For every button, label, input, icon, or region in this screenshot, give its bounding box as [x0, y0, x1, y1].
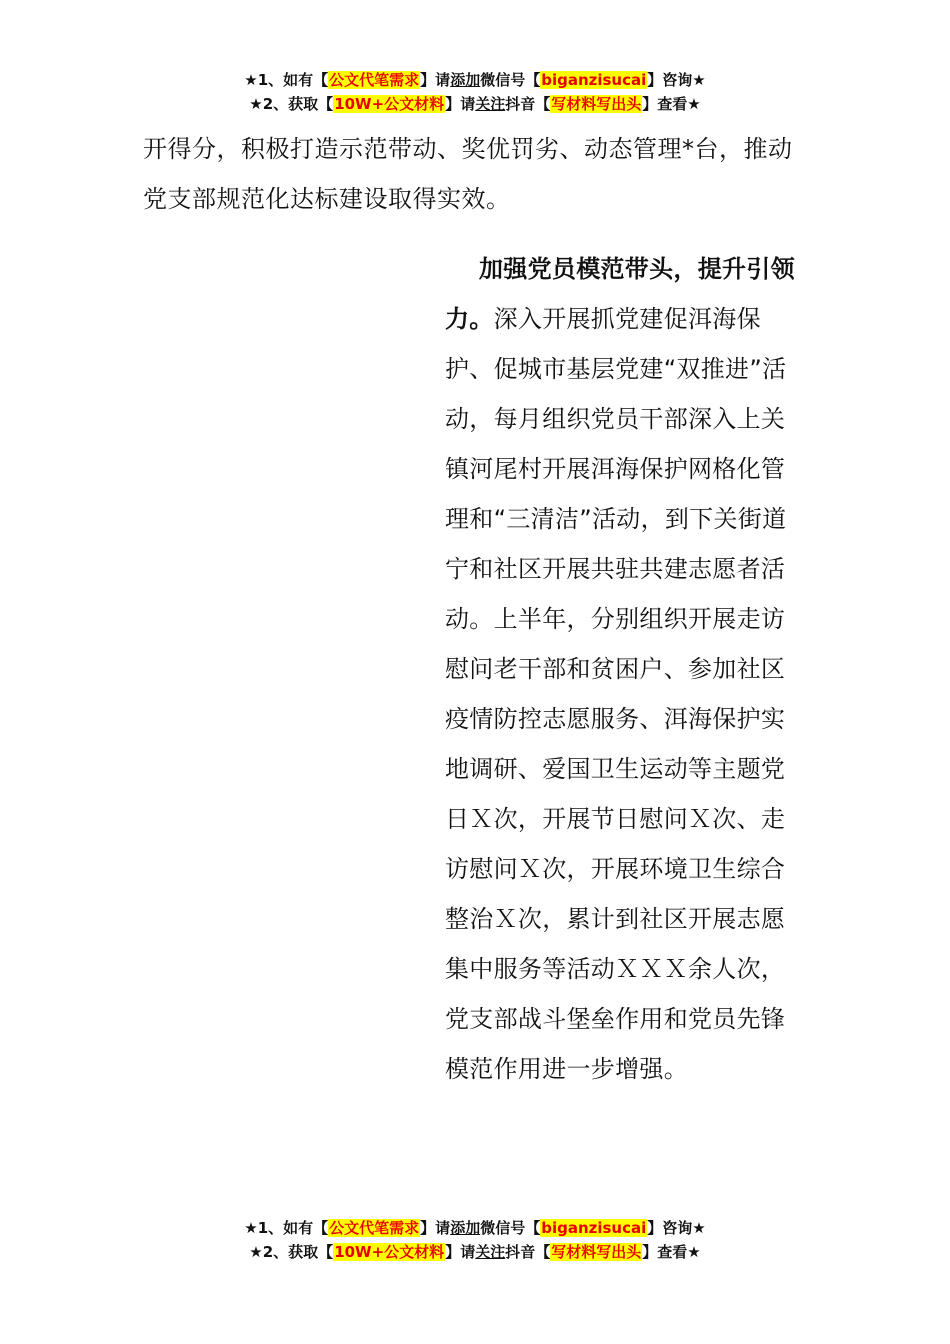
banner-line-1: ★1、如有【公文代笔需求】请添加微信号【biganzisucai】咨询★: [244, 71, 706, 89]
header-banner: [0, 68, 950, 116]
intro-paragraph: 开得分，积极打造示范带动、奖优罚劣、动态管理*台，推动党支部规范化达标建设取得实效。: [143, 135, 793, 213]
section-heading: 加强党员模范带头，提升引领力。: [445, 255, 795, 333]
banner-highlight-douyin: 写材料写出头: [551, 95, 642, 113]
footer-banner-line-1: ★1、如有【公文代笔需求】请添加微信号【biganzisucai】咨询★: [244, 1219, 706, 1237]
footer-highlight-materials: 10W+公文材料: [334, 1243, 445, 1261]
footer-highlight-douyin: 写材料写出头: [551, 1243, 642, 1261]
footer-highlight-service: 公文代笔需求: [329, 1219, 420, 1237]
banner-highlight-service: 公文代笔需求: [329, 71, 420, 89]
section-body: 深入开展抓党建促洱海保护、促城市基层党建“双推进”活动，每月组织党员干部深入上关镇河尾村开展洱海保护网格化管理和“三清洁”活动，到下关街道宁和社区开展共驻共建志愿者活动。上半年，分别组织开展走访慰问老干部和贫困户、参加社区疫情防控志愿服务、洱海保护实地调研、爱国卫生运动等主题党日Ｘ次，开展节日慰问Ｘ次、走访慰问Ｘ次，开展环境卫生综合整治Ｘ次，累计到社区开展志愿集中服务等活动ＸＸＸ余人次，党支部战斗堡垒作用和党员先锋模范作用进一步增强。: [445, 305, 787, 1083]
footer-highlight-wechat-id: biganzisucai: [541, 1219, 647, 1237]
banner-highlight-wechat-id: biganzisucai: [541, 71, 647, 89]
footer-banner: [0, 1216, 950, 1264]
banner-highlight-materials: 10W+公文材料: [334, 95, 445, 113]
section-paragraph: [445, 244, 807, 1094]
footer-banner-line-2: ★2、获取【10W+公文材料】请关注抖音【写材料写出头】查看★: [249, 1243, 701, 1261]
banner-line-2: ★2、获取【10W+公文材料】请关注抖音【写材料写出头】查看★: [249, 95, 701, 113]
